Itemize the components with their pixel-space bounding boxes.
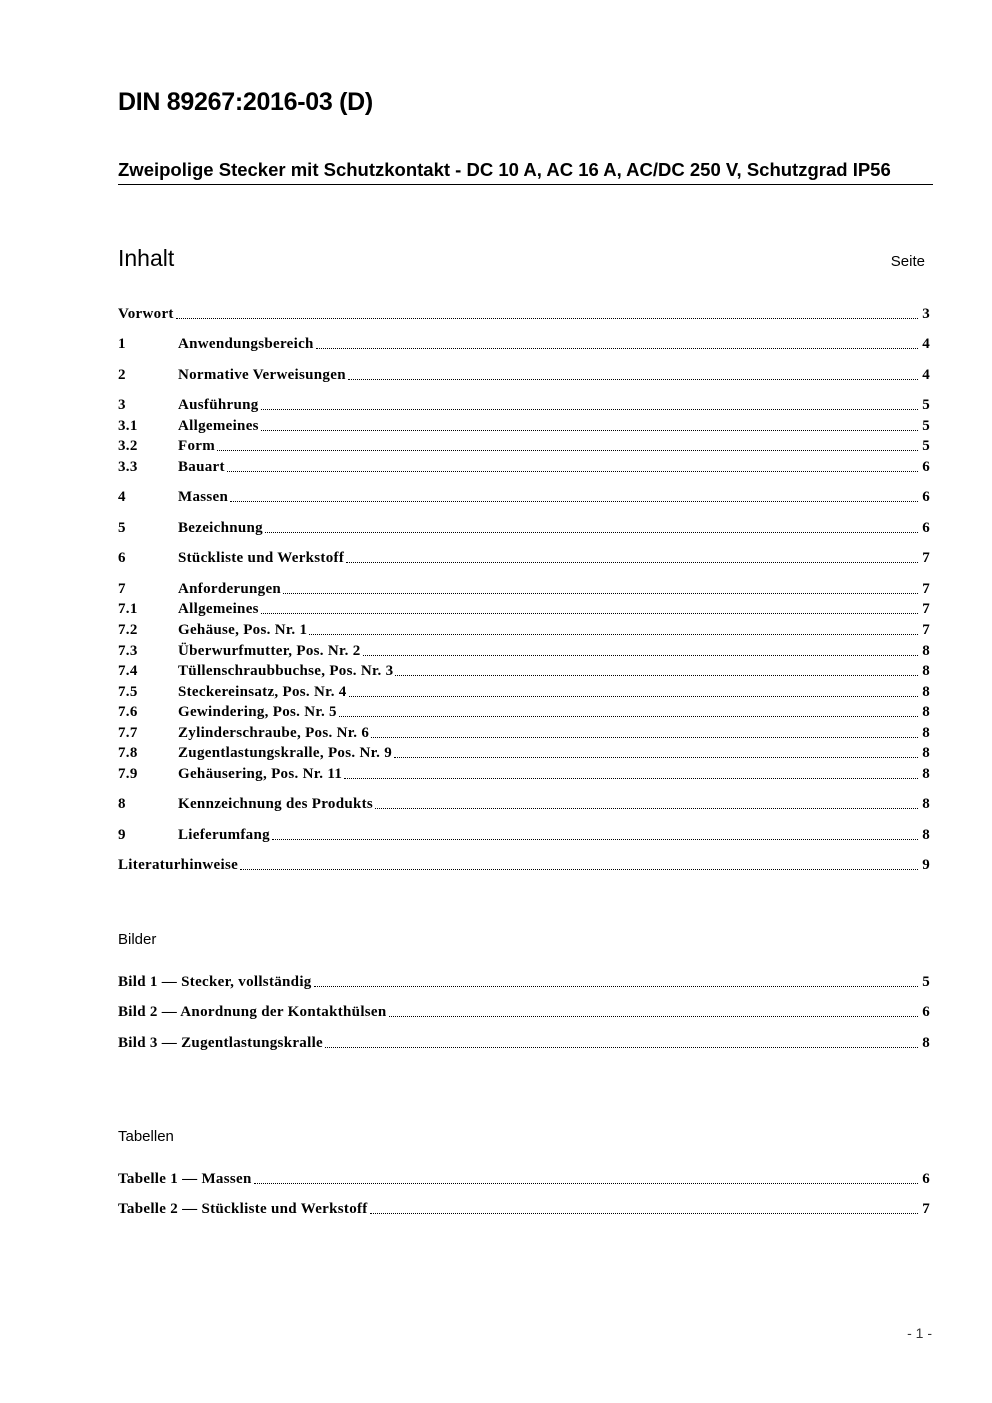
toc-entry-number: 1 [118,336,126,352]
toc-entry-title: Tüllenschraubbuchse, Pos. Nr. 3 [178,663,394,679]
toc-entry-page: 4 [922,336,930,352]
toc-entry-title: Überwurfmutter, Pos. Nr. 2 [178,643,361,659]
toc-entry-page: 7 [922,581,930,597]
toc-entry-page: 4 [922,367,930,383]
toc-entry-number: 7.8 [118,745,138,761]
dot-leader [344,777,918,779]
toc-entry-page: 8 [922,663,930,679]
dot-leader [316,347,918,349]
dot-leader [348,378,918,380]
toc-entry-title: Anwendungsbereich [178,336,314,352]
toc-entry-number: 7.1 [118,601,138,617]
toc-entry-title: Bild 1 — Stecker, vollständig [118,974,312,990]
toc-entry-page: 8 [922,684,930,700]
toc-entry-page: 6 [922,1171,930,1187]
toc-entry[interactable] [118,660,930,680]
toc-entry-number: 3 [118,397,126,413]
toc-entry-title: Tabelle 2 — Stückliste und Werkstoff [118,1201,368,1217]
dot-leader [261,612,918,614]
toc-entry-title: Literaturhinweise [118,857,239,873]
dot-leader [230,500,918,502]
toc-entry-page: 6 [922,520,930,536]
toc-entry-number: 3.2 [118,438,138,454]
toc-entry-title: Ausführung [178,397,259,413]
dot-leader [217,449,918,451]
toc-entry[interactable] [118,1168,930,1188]
dot-leader [283,592,918,594]
dot-leader [309,633,918,635]
dot-leader [375,807,918,809]
toc-entry-number: 7.2 [118,622,138,638]
toc-entry-page: 8 [922,827,930,843]
toc-entry-number: 5 [118,520,126,536]
toc-entry-number: 3.3 [118,459,138,475]
dot-leader [370,1212,918,1214]
toc-entry[interactable] [118,722,930,742]
toc-entry-page: 8 [922,796,930,812]
toc-entry-title: Steckereinsatz, Pos. Nr. 4 [178,684,347,700]
dot-leader [363,654,919,656]
toc-entry-page: 8 [922,704,930,720]
dot-leader [265,531,918,533]
toc-entry[interactable] [118,303,930,323]
toc-entry-page: 8 [922,725,930,741]
toc-entry-title: Gewindering, Pos. Nr. 5 [178,704,337,720]
figures-heading: Bilder [118,931,157,948]
toc-entry-title: Bild 3 — Zugentlastungskralle [118,1035,323,1051]
toc-entry-title: Zugentlastungskralle, Pos. Nr. 9 [178,745,393,761]
toc-entry-page: 7 [922,550,930,566]
toc-entry-number: 9 [118,827,126,843]
toc-entry-page: 8 [922,643,930,659]
toc-entry[interactable] [118,1032,930,1052]
toc-entry[interactable] [118,415,930,435]
toc-entry[interactable] [118,456,930,476]
toc-entry-page: 7 [922,1201,930,1217]
document-id: DIN 89267:2016-03 (D) [118,88,373,116]
toc-entry[interactable] [118,394,930,414]
toc-entry-title: Form [178,438,216,454]
toc-entry-page: 8 [922,745,930,761]
toc-entry-number: 8 [118,796,126,812]
toc-entry-title: Stückliste und Werkstoff [178,550,345,566]
dot-leader [272,838,918,840]
toc-entry[interactable] [118,701,930,721]
toc-entry-page: 5 [922,418,930,434]
toc-entry[interactable] [118,793,930,813]
toc-entry[interactable] [118,333,930,353]
toc-entry-page: 8 [922,1035,930,1051]
toc-entry[interactable] [118,578,930,598]
toc-entry[interactable] [118,854,930,874]
dot-leader [227,470,918,472]
toc-entry-page: 6 [922,489,930,505]
toc-entry-page: 7 [922,622,930,638]
toc-entry[interactable] [118,742,930,762]
toc-entry-number: 7.9 [118,766,138,782]
page-column-label: Seite [890,253,925,270]
toc-entry-page: 5 [922,974,930,990]
toc-entry-title: Zylinderschraube, Pos. Nr. 6 [178,725,370,741]
dot-leader [371,736,918,738]
toc-entry-page: 5 [922,397,930,413]
toc-entry-title: Vorwort [118,306,174,322]
toc-entry-title: Gehäuse, Pos. Nr. 1 [178,622,308,638]
toc-entry-number: 4 [118,489,126,505]
toc-entry-title: Kennzeichnung des Produkts [178,796,374,812]
document-title: Zweipolige Stecker mit Schutzkontakt - DC 10 A, AC 16 A, AC/DC 250 V, Schutzgrad IP56 [118,158,933,185]
toc-entry-number: 7.5 [118,684,138,700]
toc-entry-page: 8 [922,766,930,782]
dot-leader [349,695,918,697]
toc-entry[interactable] [118,364,930,384]
toc-entry-title: Allgemeines [178,601,259,617]
dot-leader [389,1015,918,1017]
dot-leader [346,561,918,563]
toc-entry-title: Bauart [178,459,225,475]
toc-entry-title: Tabelle 1 — Massen [118,1171,252,1187]
toc-entry[interactable] [118,547,930,567]
toc-entry-number: 7.7 [118,725,138,741]
toc-entry[interactable] [118,435,930,455]
toc-entry[interactable] [118,486,930,506]
contents-heading: Inhalt [118,245,175,271]
toc-entry[interactable] [118,681,930,701]
dot-leader [261,408,918,410]
toc-entry-title: Massen [178,489,229,505]
toc-entry[interactable] [118,971,930,991]
dot-leader [339,715,918,717]
toc-entry-number: 3.1 [118,418,138,434]
toc-entry-title: Bild 2 — Anordnung der Kontakthülsen [118,1004,387,1020]
toc-entry-page: 5 [922,438,930,454]
dot-leader [394,756,918,758]
toc-entry-number: 7.4 [118,663,138,679]
toc-entry-page: 6 [922,459,930,475]
tables-heading: Tabellen [118,1128,174,1145]
dot-leader [261,429,918,431]
toc-entry-title: Anforderungen [178,581,282,597]
page-number: - 1 - [907,1325,932,1341]
toc-entry-number: 7.6 [118,704,138,720]
toc-entry-page: 6 [922,1004,930,1020]
toc-entry-title: Bezeichnung [178,520,263,536]
toc-entry-number: 7.3 [118,643,138,659]
toc-entry[interactable] [118,1001,930,1021]
dot-leader [176,317,918,319]
toc-entry-number: 6 [118,550,126,566]
toc-entry-page: 7 [922,601,930,617]
toc-entry[interactable] [118,640,930,660]
dot-leader [395,674,918,676]
toc-entry-number: 7 [118,581,126,597]
dot-leader [314,985,918,987]
toc-entry-page: 3 [922,306,930,322]
toc-entry[interactable] [118,598,930,618]
toc-entry-page: 9 [922,857,930,873]
toc-entry-title: Allgemeines [178,418,259,434]
toc-entry-title: Gehäusering, Pos. Nr. 11 [178,766,343,782]
toc-entry-number: 2 [118,367,126,383]
toc-entry[interactable] [118,763,930,783]
toc-entry[interactable] [118,517,930,537]
toc-entry[interactable] [118,824,930,844]
dot-leader [240,868,918,870]
dot-leader [325,1046,918,1048]
toc-entry-title: Lieferumfang [178,827,270,843]
toc-entry[interactable] [118,619,930,639]
toc-entry-title: Normative Verweisungen [178,367,346,383]
dot-leader [254,1182,918,1184]
toc-entry[interactable] [118,1198,930,1218]
